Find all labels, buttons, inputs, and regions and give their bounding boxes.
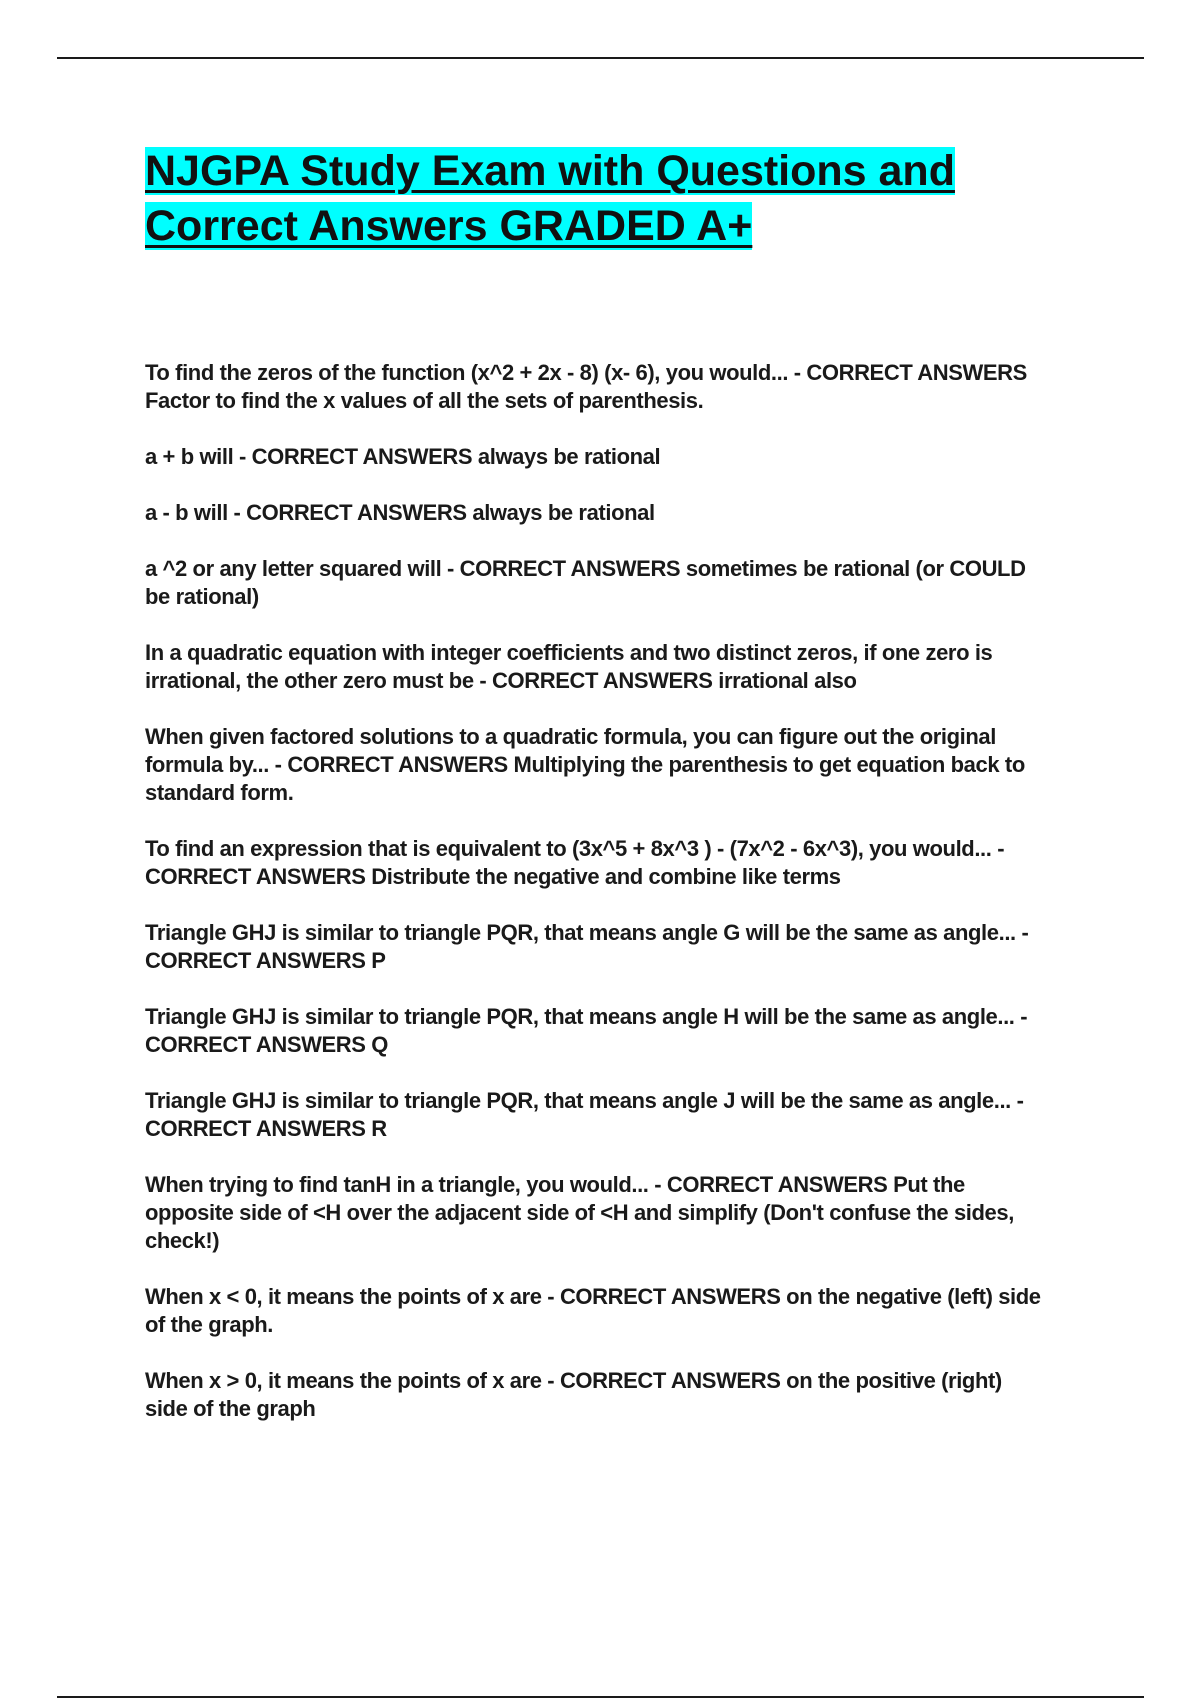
qa-item-1: To find the zeros of the function (x^2 + 2x - 8) (x- 6), you would... - CORRECT ANSWERS Factor to find the x values of all the sets of parenthesis. — [145, 360, 1027, 413]
qa-item-3: a - b will - CORRECT ANSWERS always be rational — [145, 500, 655, 525]
qa-item-11: When trying to find tanH in a triangle, you would... - CORRECT ANSWERS Put the opposite side of <H over the adjacent side of <H and simplify (Don't confuse the sides, check!) — [145, 1172, 1014, 1253]
qa-item-10: Triangle GHJ is similar to triangle PQR, that means angle J will be the same as angle... - CORRECT ANSWERS R — [145, 1088, 1024, 1141]
qa-item-8: Triangle GHJ is similar to triangle PQR, that means angle G will be the same as angle... - CORRECT ANSWERS P — [145, 920, 1029, 973]
qa-item-7: To find an expression that is equivalent to (3x^5 + 8x^3 ) - (7x^2 - 6x^3), you would... - CORRECT ANSWERS Distribute the negative and combine like terms — [145, 836, 1005, 889]
qa-list — [145, 359, 1045, 1451]
qa-item-2: a + b will - CORRECT ANSWERS always be rational — [145, 444, 661, 469]
qa-item-6: When given factored solutions to a quadratic formula, you can figure out the original formula by... - CORRECT ANSWERS Multiplying the parenthesis to get equation back to standard form. — [145, 724, 1025, 805]
qa-item-4: a ^2 or any letter squared will - CORRECT ANSWERS sometimes be rational (or COULD be rational) — [145, 556, 1026, 609]
qa-item-9: Triangle GHJ is similar to triangle PQR, that means angle H will be the same as angle... - CORRECT ANSWERS Q — [145, 1004, 1028, 1057]
title-highlight: NJGPA Study Exam with Questions and Correct Answers GRADED A+ — [145, 147, 955, 250]
qa-item-12: When x < 0, it means the points of x are - CORRECT ANSWERS on the negative (left) side of the graph. — [145, 1284, 1041, 1337]
footer-rule — [57, 1696, 1144, 1698]
qa-item-5: In a quadratic equation with integer coefficients and two distinct zeros, if one zero is irrational, the other zero must be - CORRECT ANSWERS irrational also — [145, 640, 993, 693]
header-rule — [57, 57, 1144, 59]
qa-item-13: When x > 0, it means the points of x are - CORRECT ANSWERS on the positive (right) side of the graph — [145, 1368, 1002, 1421]
document-title — [145, 144, 1045, 254]
